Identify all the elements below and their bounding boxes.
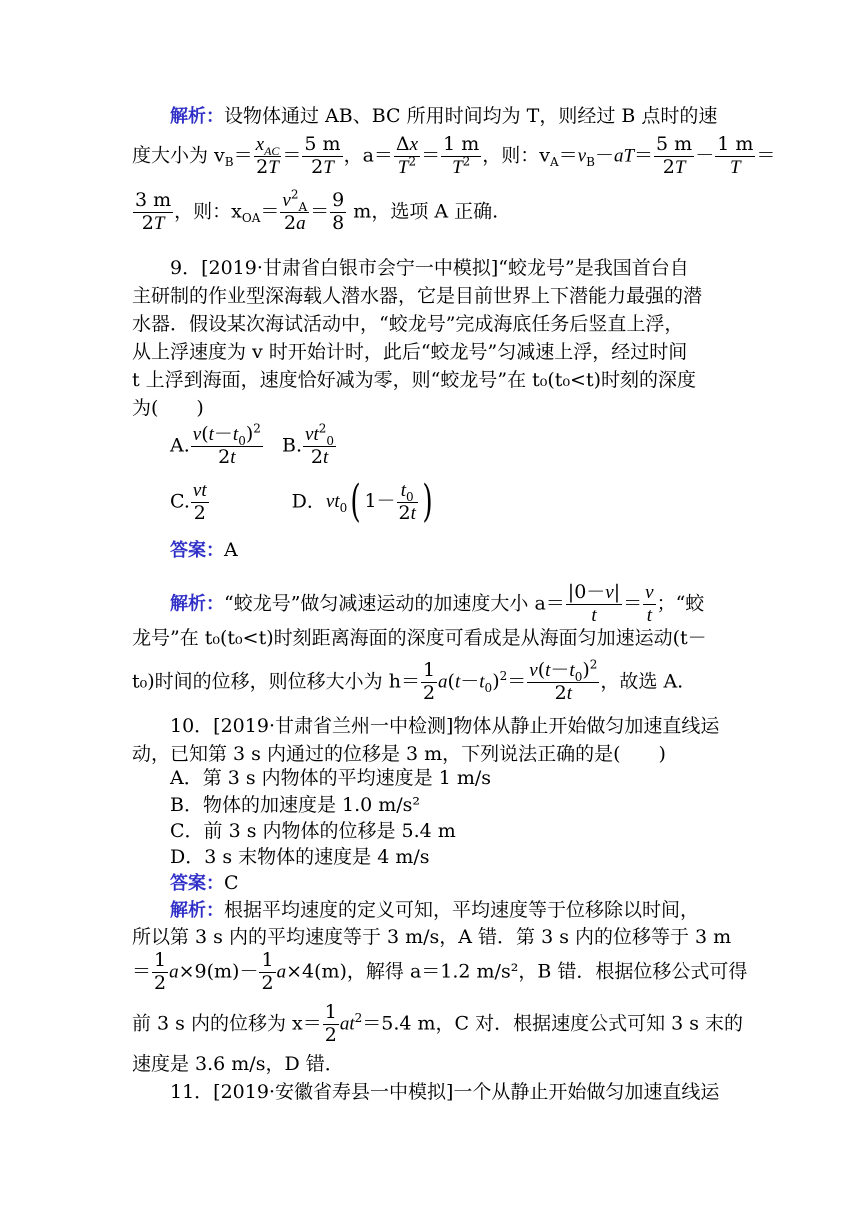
fraction: $\frac{1}{2}$ <box>261 949 274 994</box>
q9-option-d-label: D． <box>291 490 326 513</box>
answer-label: 答案： <box>170 540 224 561</box>
q9-answer <box>170 541 238 560</box>
q10-answer <box>170 874 239 893</box>
fraction: $\frac{v(t-t_0)^2}{2t}$ <box>529 657 598 704</box>
q9-analysis-line-2: 龙号”在 t₀(t₀<t)时刻距离海面的深度可看成是从海面匀加速运动(t－ <box>132 627 707 649</box>
q10-option-a: A．第 3 s 内物体的平均速度是 1 m/s <box>170 767 492 789</box>
q9-analysis-line-1: 解析：“蛟龙号”做匀减速运动的加速度大小 a＝ $\frac{|0-v|}{t}$ ＝ $\frac{v}{t}$ ；“蛟 <box>170 581 705 626</box>
q9-option-c-label: C. <box>170 490 190 513</box>
q9-stem-line-1: 9．[2019·甘肃省白银市会宁一中模拟]“蛟龙号”是我国首台自 <box>170 257 689 279</box>
fraction: $\frac{3 m}{2T}$ <box>135 189 172 234</box>
fraction: $\frac{1 m}{T}$ <box>717 133 754 178</box>
q9-options-row-2 <box>170 476 436 528</box>
q10-analysis-line-4: 前 3 s 内的位移为 x＝ $\frac{1}{2}$ $at^2=5.4$ m，C 对．根据速度公式可知 3 s 末的 <box>132 1001 744 1046</box>
q9-stem-line-6: 为( ) <box>132 397 204 419</box>
q10-option-c: C．前 3 s 内物体的位移是 5.4 m <box>170 820 456 842</box>
fraction: $\frac{1}{2}$ <box>422 659 436 704</box>
q8-analysis-line-1 <box>170 107 717 126</box>
fraction: $\frac{1}{2}$ <box>324 1001 337 1046</box>
q9-answer-value: A <box>224 539 238 561</box>
q9-option-b-formula: $\frac{vt^2_0}{2t}$ <box>305 421 335 468</box>
q8-analysis-line-3: $\frac{3 m}{2T}$ ，则：$x_{OA}=$ $\frac{v^2_A}{2a}$ ＝ $\frac{9}{8}$ m，选项 A 正确. <box>135 187 499 234</box>
fraction: $\frac{|0-v|}{t}$ <box>567 581 621 626</box>
fraction: $\frac{v}{t}$ <box>645 582 654 626</box>
q9-options-row-1 <box>170 421 337 469</box>
fraction: $\frac{5 m}{2T}$ <box>304 133 341 178</box>
fraction: $x_{AC}$ 2T <box>255 134 280 178</box>
analysis-label: 解析： <box>170 900 224 921</box>
q9-option-d-formula: $vt_0$( 1－ $\frac{t_0}{2t}$ ) <box>325 476 433 528</box>
q9-stem-line-4: 从上浮速度为 v 时开始计时，此后“蛟龙号”匀减速上浮，经过时间 <box>132 341 688 363</box>
q10-option-b: B．物体的加速度是 1.0 m/s² <box>170 794 421 816</box>
q10-analysis-line-3: ＝ $\frac{1}{2}$ a×9(m)－ $\frac{1}{2}$ a×4(m)，解得 a＝1.2 m/s²，B 错．根据位移公式可得 <box>132 949 748 994</box>
q9-option-c-formula: $\frac{vt}{2}$ <box>192 480 207 524</box>
q9-option-b-label: B. <box>282 434 303 457</box>
analysis-label: 解析： <box>170 106 224 127</box>
fraction: $\frac{v^2_A}{2a}$ <box>282 187 308 234</box>
q9-stem-line-2: 主研制的作业型深海载人潜水器，它是目前世界上下潜能力最强的潜 <box>132 285 703 307</box>
q10-option-d: D．3 s 末物体的速度是 4 m/s <box>170 846 430 868</box>
q11-stem-line-1: 11．[2019·安徽省寿县一中模拟]一个从静止开始做匀加速直线运 <box>170 1081 720 1103</box>
q9-option-a-label: A. <box>170 434 190 457</box>
answer-label: 答案： <box>170 873 224 894</box>
q10-analysis-line-1: 解析：根据平均速度的定义可知，平均速度等于位移除以时间， <box>170 899 700 921</box>
q10-analysis-line-2: 所以第 3 s 内的平均速度等于 3 m/s，A 错．第 3 s 内的位移等于 3 m <box>132 926 732 948</box>
q9-stem-line-3: 水器．假设某次海试活动中，“蛟龙号”完成海底任务后竖直上浮， <box>132 313 684 335</box>
q8-analysis-text-1: 设物体通过 AB、BC 所用时间均为 T，则经过 B 点时的速 <box>224 105 718 127</box>
q9-stem-line-5: t 上浮到海面，速度恰好减为零，则“蛟龙号”在 t₀(t₀<t)时刻的深度 <box>132 369 697 391</box>
fraction: $\frac{1 m}{T^2}$ <box>443 133 480 178</box>
q10-analysis-line-5: 速度是 3.6 m/s，D 错． <box>132 1053 344 1075</box>
fraction: $\frac{\Delta x}{T^2}$ <box>395 133 419 178</box>
fraction: $\frac{9}{8}$ <box>332 189 345 234</box>
q10-answer-value: C <box>224 872 239 894</box>
q9-analysis-line-3: t₀)时间的位移，则位移大小为 h＝ $\frac{1}{2}$ $a(t-t_0)^2=$ $\frac{v(t-t_0)^2}{2t}$ ，故选 A. <box>132 657 684 704</box>
fraction: $\frac{1}{2}$ <box>154 949 167 994</box>
analysis-label: 解析： <box>170 593 224 615</box>
q8-analysis-line-2: 度大小为 $v_B=$ $x_{AC}$ 2T ＝ $\frac{5 m}{2T}$ ，a＝ $\frac{\Delta x}{T^2}$ ＝ $\frac{1 m}{T^2}$ ，则：$v_A=v_B-aT=$ $\frac{5 m}{2T}$ － $\frac{1 m}{T}$ ＝ <box>132 133 776 178</box>
q9-option-a-formula: $\frac{v(t-t_0)^2}{2t}$ <box>192 421 261 468</box>
q10-stem-line-1: 10．[2019·甘肃省兰州一中检测]物体从静止开始做匀加速直线运 <box>170 715 720 737</box>
q10-stem-line-2: 动，已知第 3 s 内通过的位移是 3 m，下列说法正确的是( ) <box>132 743 666 765</box>
fraction: $\frac{5 m}{2T}$ <box>656 133 693 178</box>
